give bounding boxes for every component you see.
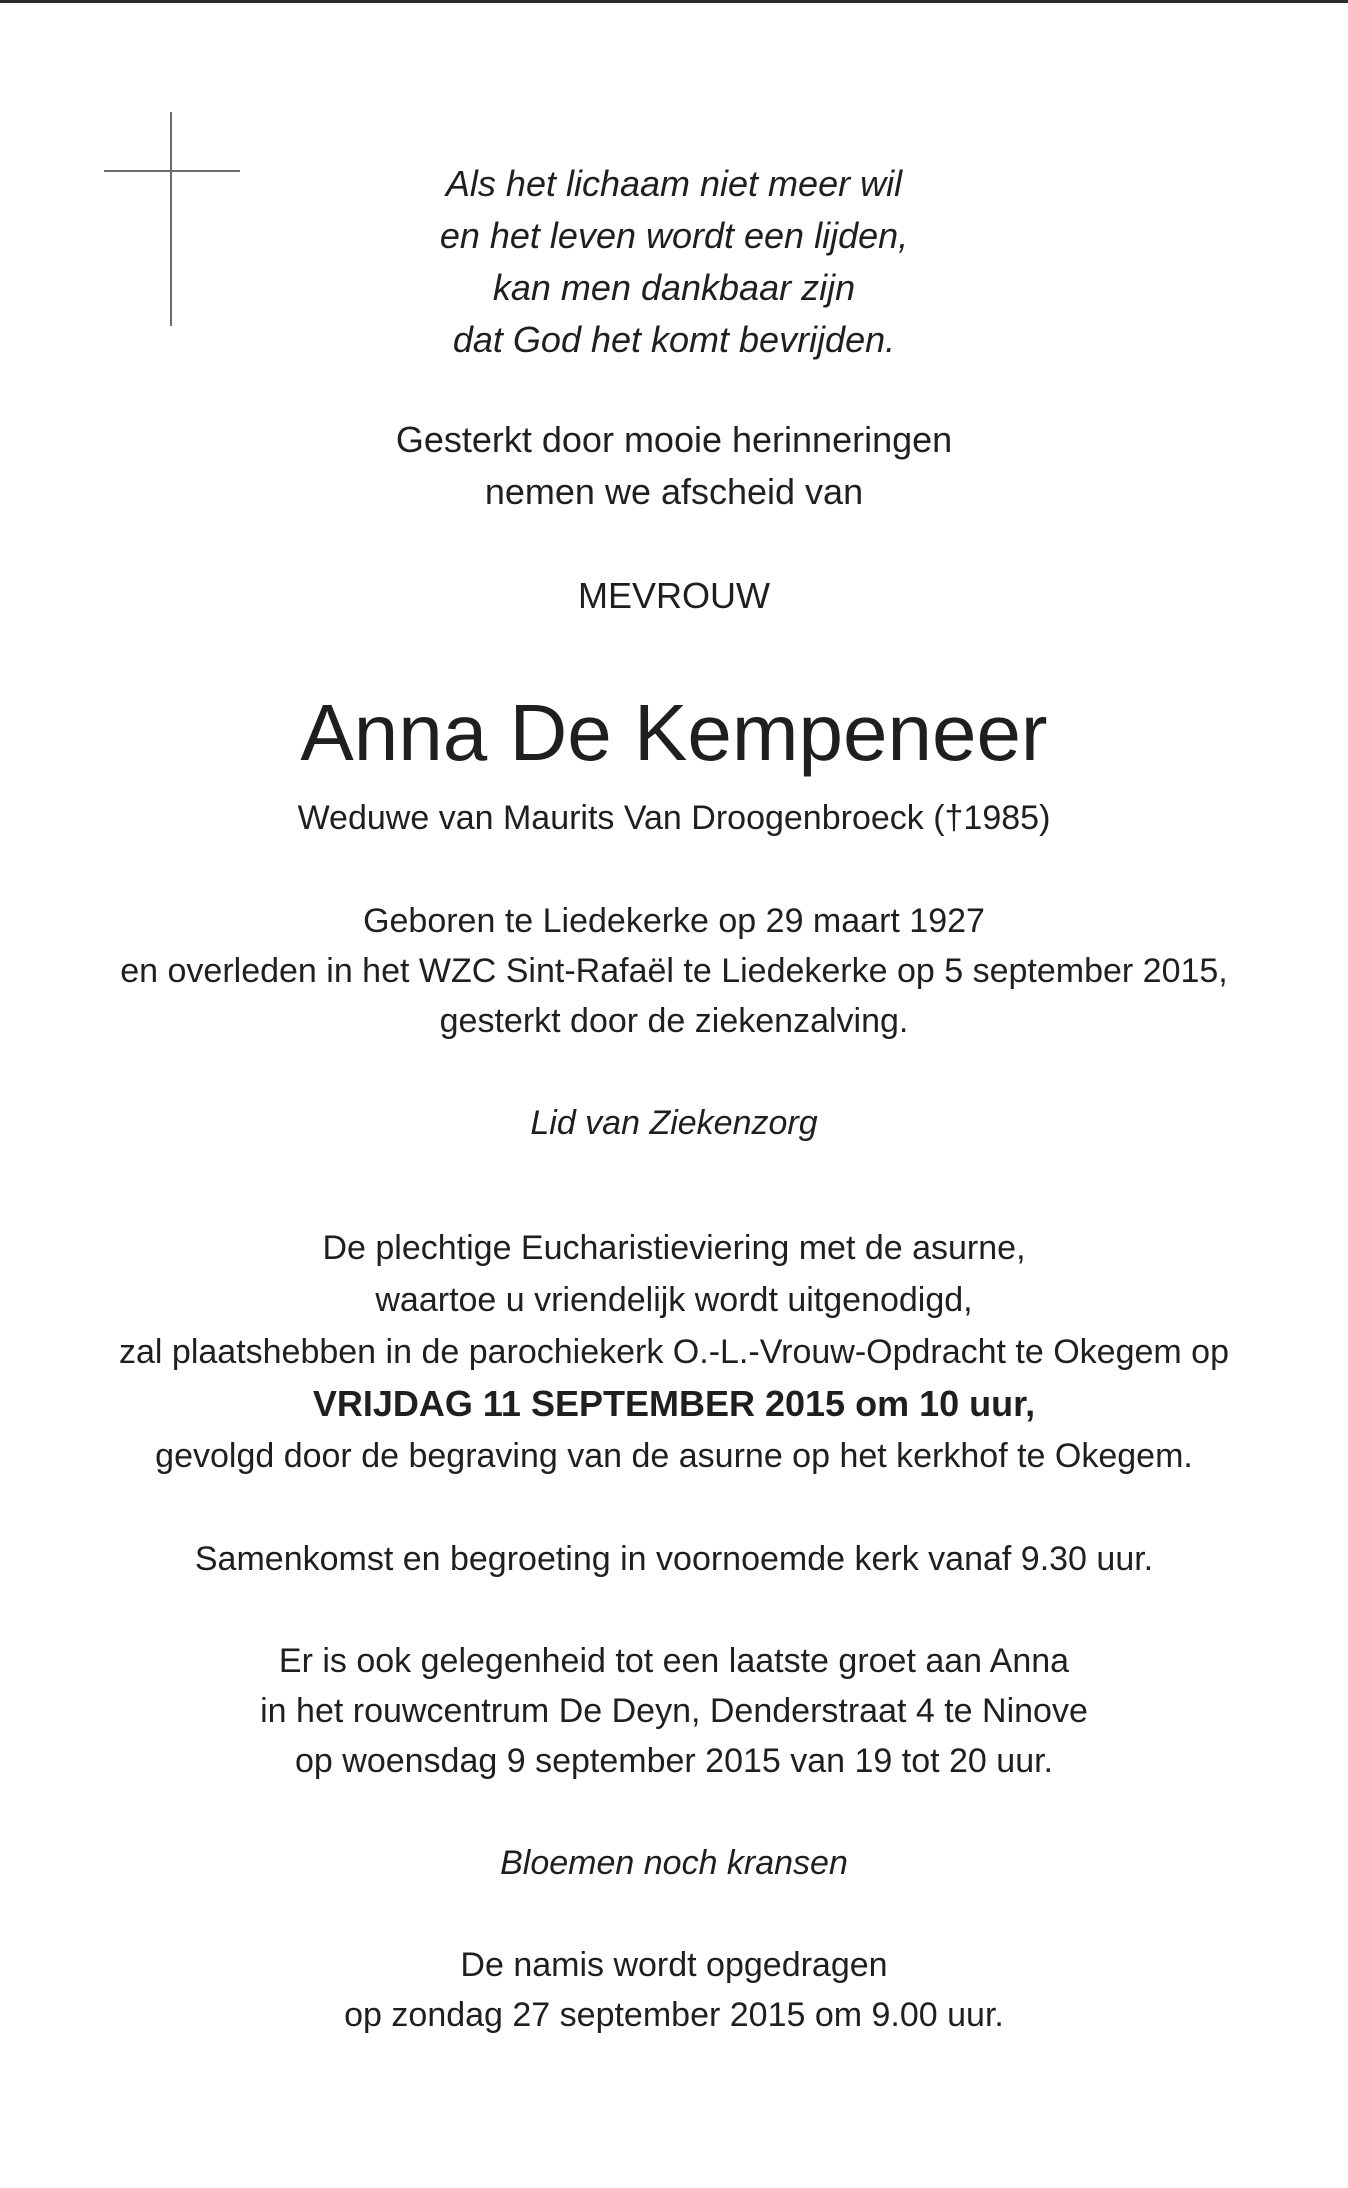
birth-death-line: en overleden in het WZC Sint-Rafaël te Liedekerke op 5 september 2015, bbox=[120, 952, 1228, 990]
gathering-info: Samenkomst en begroeting in voornoemde kerk vanaf 9.30 uur. bbox=[194, 1540, 1154, 1578]
birth-death-info bbox=[0, 896, 1348, 1046]
deceased-name: Anna De Kempeneer bbox=[300, 688, 1048, 777]
mass-line: op zondag 27 september 2015 om 9.00 uur. bbox=[344, 1996, 1004, 2034]
birth-death-line: gesterkt door de ziekenzalving. bbox=[439, 1002, 909, 1040]
ceremony-line: De plechtige Eucharistieviering met de asurne, bbox=[322, 1229, 1026, 1267]
membership-note: Lid van Ziekenzorg bbox=[530, 1104, 818, 1142]
visit-line: Er is ook gelegenheid tot een laatste groet aan Anna bbox=[278, 1642, 1070, 1680]
birth-death-line: Geboren te Liedekerke op 29 maart 1927 bbox=[363, 902, 985, 940]
poem-line: kan men dankbaar zijn bbox=[492, 267, 856, 308]
ceremony-line: waartoe u vriendelijk wordt uitgenodigd, bbox=[375, 1281, 973, 1319]
poem-line: en het leven wordt een lijden, bbox=[439, 215, 909, 256]
visit-line: in het rouwcentrum De Deyn, Denderstraat 4 te Ninove bbox=[260, 1692, 1088, 1730]
ceremony-date-time: VRIJDAG 11 SEPTEMBER 2015 om 10 uur, bbox=[312, 1383, 1036, 1424]
ceremony-info bbox=[0, 1222, 1348, 1482]
intro-line: nemen we afscheid van bbox=[484, 471, 864, 512]
mass-info bbox=[0, 1940, 1348, 2040]
ceremony-line: gevolgd door de begraving van de asurne op het kerkhof te Okegem. bbox=[155, 1437, 1193, 1475]
visit-info bbox=[0, 1636, 1348, 1786]
flowers-note: Bloemen noch kransen bbox=[500, 1844, 848, 1882]
mass-line: De namis wordt opgedragen bbox=[460, 1946, 888, 1984]
honorific-title: MEVROUW bbox=[578, 575, 770, 616]
poem bbox=[0, 158, 1348, 366]
intro-line: Gesterkt door mooie herinneringen bbox=[395, 419, 953, 460]
intro-text bbox=[0, 414, 1348, 518]
visit-line: op woensdag 9 september 2015 van 19 tot 20 uur. bbox=[295, 1742, 1053, 1780]
poem-line: Als het lichaam niet meer wil bbox=[445, 163, 903, 204]
ceremony-line: zal plaatshebben in de parochiekerk O.-L.-Vrouw-Opdracht te Okegem op bbox=[119, 1333, 1229, 1371]
widow-line: Weduwe van Maurits Van Droogenbroeck (†1985) bbox=[297, 799, 1051, 837]
top-border-line bbox=[0, 0, 1348, 3]
poem-line: dat God het komt bevrijden. bbox=[452, 319, 896, 360]
